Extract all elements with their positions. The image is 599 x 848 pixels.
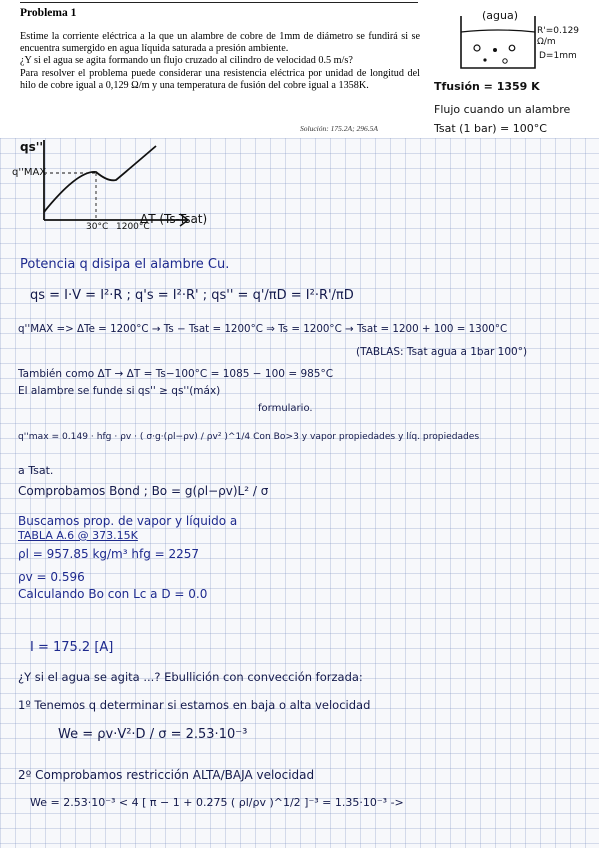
resistance-label: R'=0.129 Ω/m bbox=[537, 26, 580, 47]
note-line-16: ¿Y si el agua se agita ...? Ebullición con convección forzada: bbox=[18, 670, 363, 684]
note-line-19: 2º Comprobamos restricción ALTA/BAJA velocidad bbox=[18, 768, 315, 782]
note-line-17: 1º Tenemos q determinar si estamos en baja o alta velocidad bbox=[18, 698, 371, 712]
diameter-label: D=1mm bbox=[539, 51, 577, 61]
problem-title: Problema 1 bbox=[20, 7, 77, 19]
note-line-7: q''max = 0.149 · hfg · ρv · ( σ·g·(ρl−ρv) / ρv² )^1/4 Con Bo>3 y vapor propiedades y líq. propiedades bbox=[18, 432, 480, 442]
flow-note-1: Flujo cuando un alambre bbox=[434, 103, 571, 116]
note-line-1: Potencia q disipa el alambre Cu. bbox=[20, 257, 230, 272]
graph-ymax-label: q''MAX bbox=[12, 167, 47, 178]
note-line-4: (TABLAS: Tsat agua a 1bar 100°) bbox=[356, 346, 528, 358]
problem-paragraph-1: Estime la corriente eléctrica a la que un alambre de cobre de 1mm de diámetro se fundirá si se encuentra sumergido en agua líquida saturada a presión ambiente. bbox=[20, 31, 420, 55]
graph-x-label: ΔT (Ts-Tsat) bbox=[140, 212, 208, 226]
note-line-20: We = 2.53·10⁻³ < 4 [ π − 1 + 0.275 ( ρl/ρv )^1/2 ]⁻³ = 1.35·10⁻³ -> bbox=[30, 796, 404, 809]
note-line-11: TABLA A.6 @ 373.15K bbox=[18, 529, 138, 542]
flow-note-2: Tsat (1 bar) = 100°C bbox=[434, 122, 547, 135]
note-line-5: También como ΔT → ΔT = Ts−100°C = 1085 − 100 = 985°C bbox=[18, 368, 334, 380]
graph-tick-2: 1200°C bbox=[116, 222, 150, 232]
graph-y-label: qs'' bbox=[20, 140, 44, 154]
note-line-18: We = ρv·V²·D / σ = 2.53·10⁻³ bbox=[58, 727, 248, 742]
water-label: (agua) bbox=[482, 9, 519, 22]
note-line-6: El alambre se funde si qs'' ≥ qs''(máx) bbox=[18, 385, 221, 397]
note-line-6b: formulario. bbox=[258, 403, 313, 414]
top-rule bbox=[20, 2, 418, 3]
graph-tick-1: 30°C bbox=[86, 222, 109, 232]
problem-paragraph-3: Para resolver el problema puede considerar una resistencia eléctrica por unidad de longitud del hilo de cobre igual a 0,129 Ω/m y una temperatura de fusión del cobre igual a 1358K. bbox=[20, 67, 420, 91]
note-line-15: I = 175.2 [A] bbox=[30, 640, 114, 655]
solution-note: Solución: 175.2A; 296.5A bbox=[300, 124, 378, 133]
note-line-3: q''MAX => ΔTe = 1200°C → Ts − Tsat = 1200°C ⇒ Ts = 1200°C → Tsat = 1200 + 100 = 1300°C bbox=[18, 323, 508, 335]
note-line-9: Comprobamos Bond ; Bo = g(ρl−ρv)L² / σ bbox=[18, 484, 269, 498]
note-line-13: ρv = 0.596 bbox=[18, 570, 85, 584]
problem-paragraph-2: ¿Y si el agua se agita formando un flujo cruzado al cilindro de velocidad 0.5 m/s? bbox=[20, 55, 353, 67]
note-line-2: qs = I·V = I²·R ; q's = I²·R' ; qs'' = q'/πD = I²·R'/πD bbox=[30, 288, 354, 303]
fusion-temperature: Tfusión = 1359 K bbox=[434, 80, 540, 93]
note-line-14: Calculando Bo con Lc a D = 0.0 bbox=[18, 587, 208, 601]
note-line-8: a Tsat. bbox=[18, 464, 54, 477]
problem-statement bbox=[20, 31, 420, 92]
note-line-10: Buscamos prop. de vapor y líquido a bbox=[18, 514, 238, 528]
note-line-12: ρl = 957.85 kg/m³ hfg = 2257 bbox=[18, 547, 200, 561]
